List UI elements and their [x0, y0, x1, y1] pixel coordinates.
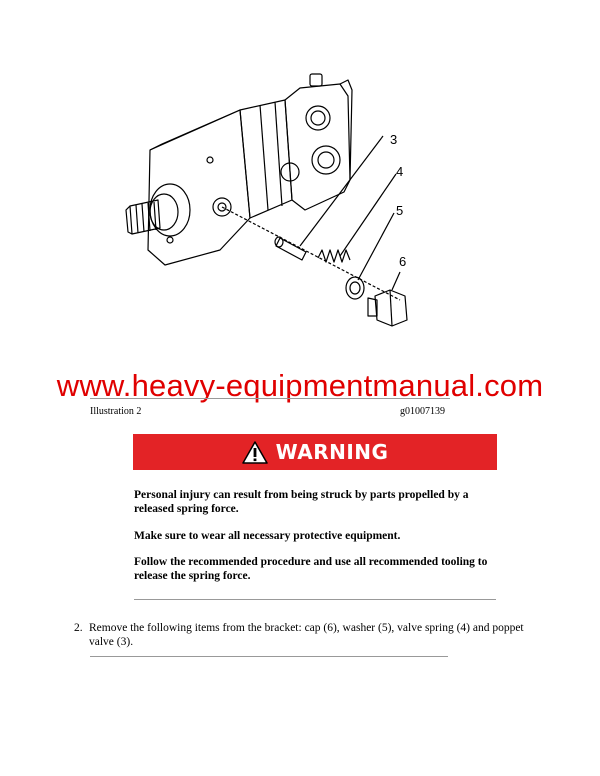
illustration-caption: Illustration 2	[90, 406, 142, 417]
callout-6: 6	[399, 254, 407, 269]
warning-end-rule	[134, 599, 496, 600]
warning-paragraph-equipment: Make sure to wear all necessary protective equipment.	[134, 530, 401, 542]
warning-label: WARNING	[275, 440, 389, 464]
warning-paragraph-injury: Personal injury can result from being struck by parts propelled by a released spring force.	[134, 489, 469, 515]
watermark-url: www.heavy-equipmentmanual.com	[56, 368, 544, 403]
step-text: Remove the following items from the bracket: cap (6), washer (5), valve spring (4) and poppet valve (3).	[89, 622, 524, 648]
callout-3: 3	[390, 132, 398, 147]
figure-id: g01007139	[400, 406, 445, 417]
warning-triangle-icon	[242, 441, 268, 464]
pump-illustration	[100, 60, 520, 380]
caption-rule	[90, 398, 450, 399]
step-number: 2.	[74, 622, 83, 634]
callout-5: 5	[396, 203, 404, 218]
step-end-rule	[90, 656, 448, 657]
warning-banner	[133, 434, 497, 470]
pump-drawing	[100, 60, 520, 380]
callout-4: 4	[396, 164, 404, 179]
warning-paragraph-procedure: Follow the recommended procedure and use all recommended tooling to release the spring force.	[134, 556, 488, 582]
